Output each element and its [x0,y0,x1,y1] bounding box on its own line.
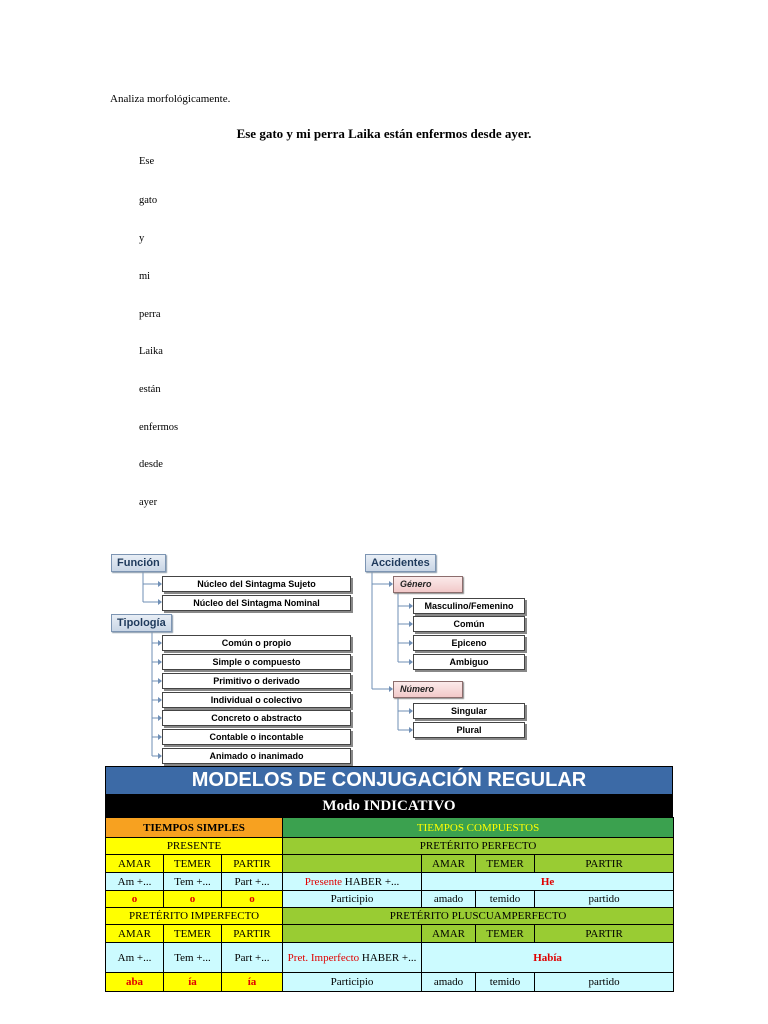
compuestos-header: TIEMPOS COMPUESTOS [283,818,674,838]
verb-header: PARTIR [222,855,283,873]
aux-form-cell: Había [422,943,674,973]
verb-header: TEMER [476,925,535,943]
aux-label: Presente [304,875,343,888]
stem-cell: Am +... [106,943,164,973]
participle-cell: amado [422,891,476,908]
presente-header: PRESENTE [106,838,283,855]
verb-header: AMAR [422,855,476,873]
table-title: MODELOS DE CONJUGACIÓN REGULAR [105,766,673,795]
stem-cell: Am +... [106,873,164,891]
participle-cell: temido [476,973,535,992]
verb-header: TEMER [476,855,535,873]
stem-cell: Part +... [222,873,283,891]
table-mode: Modo INDICATIVO [105,795,673,817]
participle-cell: amado [422,973,476,992]
genero-item: Común [413,616,525,632]
genero-item: Epiceno [413,635,525,651]
funcion-header: Función [111,554,166,572]
word-item: mi [139,271,151,282]
stem-cell: Tem +... [164,943,222,973]
verb-header: AMAR [422,925,476,943]
participle-cell: partido [535,973,674,992]
pluscuam-header: PRETÉRITO PLUSCUAMPERFECTO [283,908,674,925]
verb-header: PARTIR [535,925,674,943]
empty-cell [283,855,422,873]
stem-cell: Part +... [222,943,283,973]
funcion-item: Núcleo del Sintagma Nominal [162,595,351,611]
participle-cell: partido [535,891,674,908]
word-item: gato [139,195,158,206]
tipologia-item: Individual o colectivo [162,692,351,708]
aux-label: Pret. Imperfecto [287,951,360,964]
word-item: Laika [139,346,163,357]
verb-header: PARTIR [535,855,674,873]
tipologia-item: Primitivo o derivado [162,673,351,689]
tipologia-item: Animado o inanimado [162,748,351,764]
genero-item: Masculino/Femenino [413,598,525,614]
aux-cell [283,873,422,891]
word-item: Ese [139,156,155,167]
aux-rest: HABER +... [342,875,400,888]
conjugation-table [105,766,673,992]
tipologia-item: Contable o incontable [162,729,351,745]
word-item: y [139,233,145,244]
verb-header: TEMER [164,855,222,873]
word-item: perra [139,309,161,320]
simples-header: TIEMPOS SIMPLES [106,818,283,838]
aux-rest: HABER +... [359,951,417,964]
conjugation-grid [105,817,674,992]
tipologia-header: Tipología [111,614,172,632]
ending-cell: o [106,891,164,908]
verb-header: AMAR [106,855,164,873]
participio-label: Participio [283,891,422,908]
stem-cell: Tem +... [164,873,222,891]
ending-cell: ía [164,973,222,992]
word-item: están [139,384,161,395]
numero-item: Plural [413,722,525,738]
tipologia-item: Común o propio [162,635,351,651]
word-item: ayer [139,497,158,508]
tipologia-item: Concreto o abstracto [162,710,351,726]
aux-form-cell: He [422,873,674,891]
numero-item: Singular [413,703,525,719]
ending-cell: ía [222,973,283,992]
genero-item: Ambiguo [413,654,525,670]
verb-header: TEMER [164,925,222,943]
participio-label: Participio [283,973,422,992]
aux-cell [283,943,422,973]
instruction-text: Analiza morfológicamente. [110,93,231,105]
funcion-item: Núcleo del Sintagma Sujeto [162,576,351,592]
empty-cell [283,925,422,943]
ending-cell: o [222,891,283,908]
participle-cell: temido [476,891,535,908]
word-item: desde [139,459,163,470]
imperfecto-header: PRETÉRITO IMPERFECTO [106,908,283,925]
genero-header: Género [393,576,463,593]
pret-perfecto-header: PRETÉRITO PERFECTO [283,838,674,855]
sentence-title: Ese gato y mi perra Laika están enfermos desde ayer. [236,126,532,141]
tipologia-item: Simple o compuesto [162,654,351,670]
numero-header: Número [393,681,463,698]
ending-cell: o [164,891,222,908]
verb-header: PARTIR [222,925,283,943]
ending-cell: aba [106,973,164,992]
accidentes-header: Accidentes [365,554,436,572]
verb-header: AMAR [106,925,164,943]
word-item: enfermos [139,422,179,433]
